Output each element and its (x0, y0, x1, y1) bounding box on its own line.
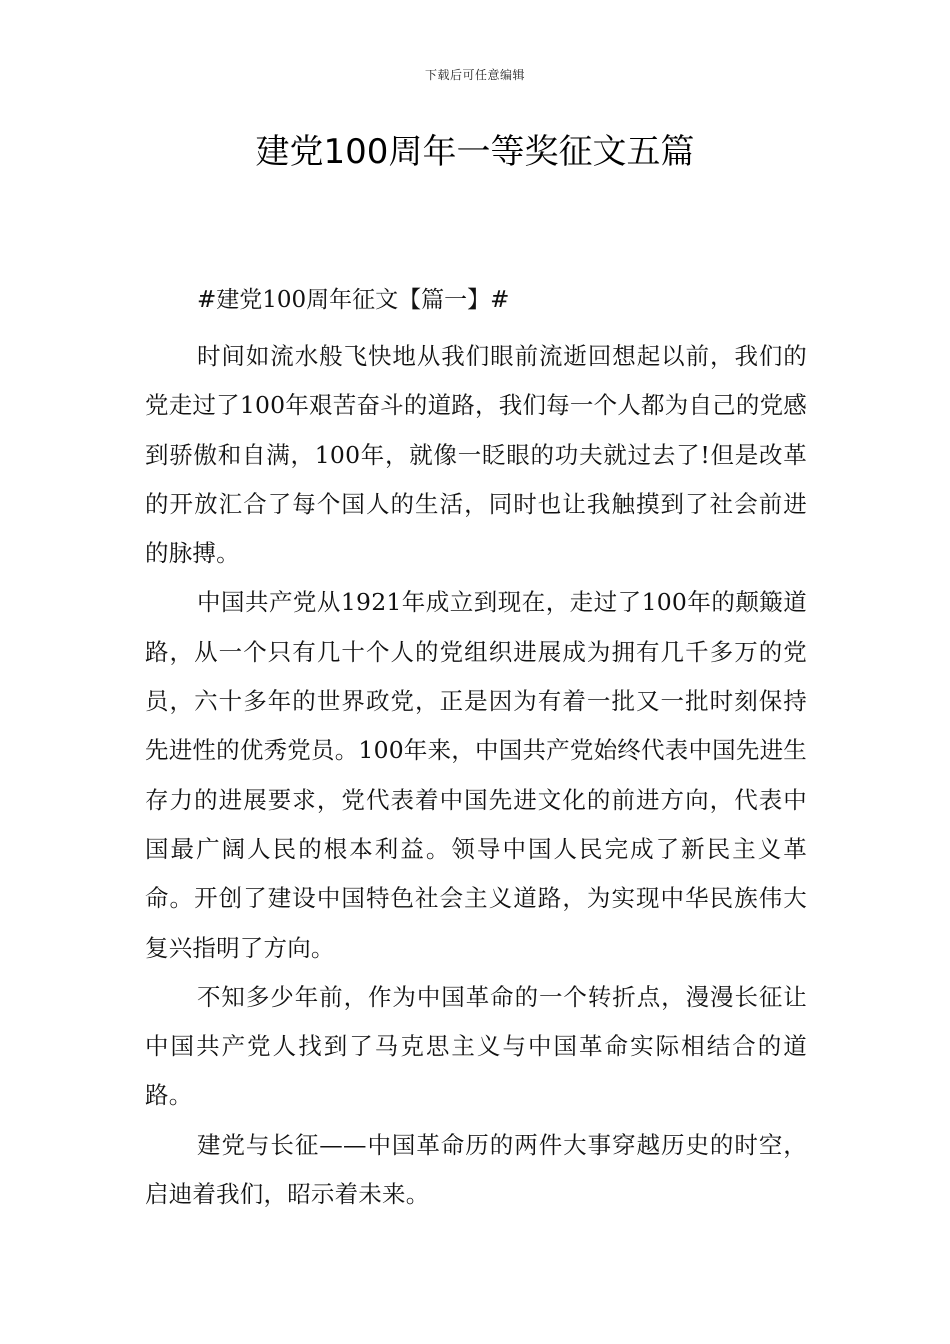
header-note: 下载后可任意编辑 (424, 68, 525, 82)
paragraph-3: 不知多少年前，作为中国革命的一个转折点，漫漫长征让中国共产党人找到了马克思主义与中国革命实际相结合的道路。 (145, 982, 807, 1110)
paragraph-1: 时间如流水般飞快地从我们眼前流逝回想起以前，我们的党走过了100年艰苦奋斗的道路，我们每一个人都为自己的党感到骄傲和自满，100年，就像一眨眼的功夫就过去了!但是改革的开放汇合了每个国人的生活，同时也让我触摸到了社会前进的脉搏。 (145, 342, 807, 568)
section-heading: #建党100周年征文【篇一】# (197, 287, 510, 313)
document-title: 建党100周年一等奖征文五篇 (255, 132, 695, 172)
document-body (145, 280, 807, 1219)
paragraph-4: 建党与长征——中国革命历的两件大事穿越历史的时空，启迪着我们，昭示着未来。 (145, 1130, 807, 1209)
paragraph-2: 中国共产党从1921年成立到现在，走过了100年的颠簸道路，从一个只有几十个人的党组织进展成为拥有几千多万的党员，六十多年的世界政党，正是因为有着一批又一批时刻保持先进性的优秀党员。100年来，中国共产党始终代表中国先进生存力的进展要求，党代表着中国先进文化的前进方向，代表中国最广阔人民的根本利益。领导中国人民完成了新民主义革命。开创了建设中国特色社会主义道路，为实现中华民族伟大复兴指明了方向。 (145, 588, 807, 962)
